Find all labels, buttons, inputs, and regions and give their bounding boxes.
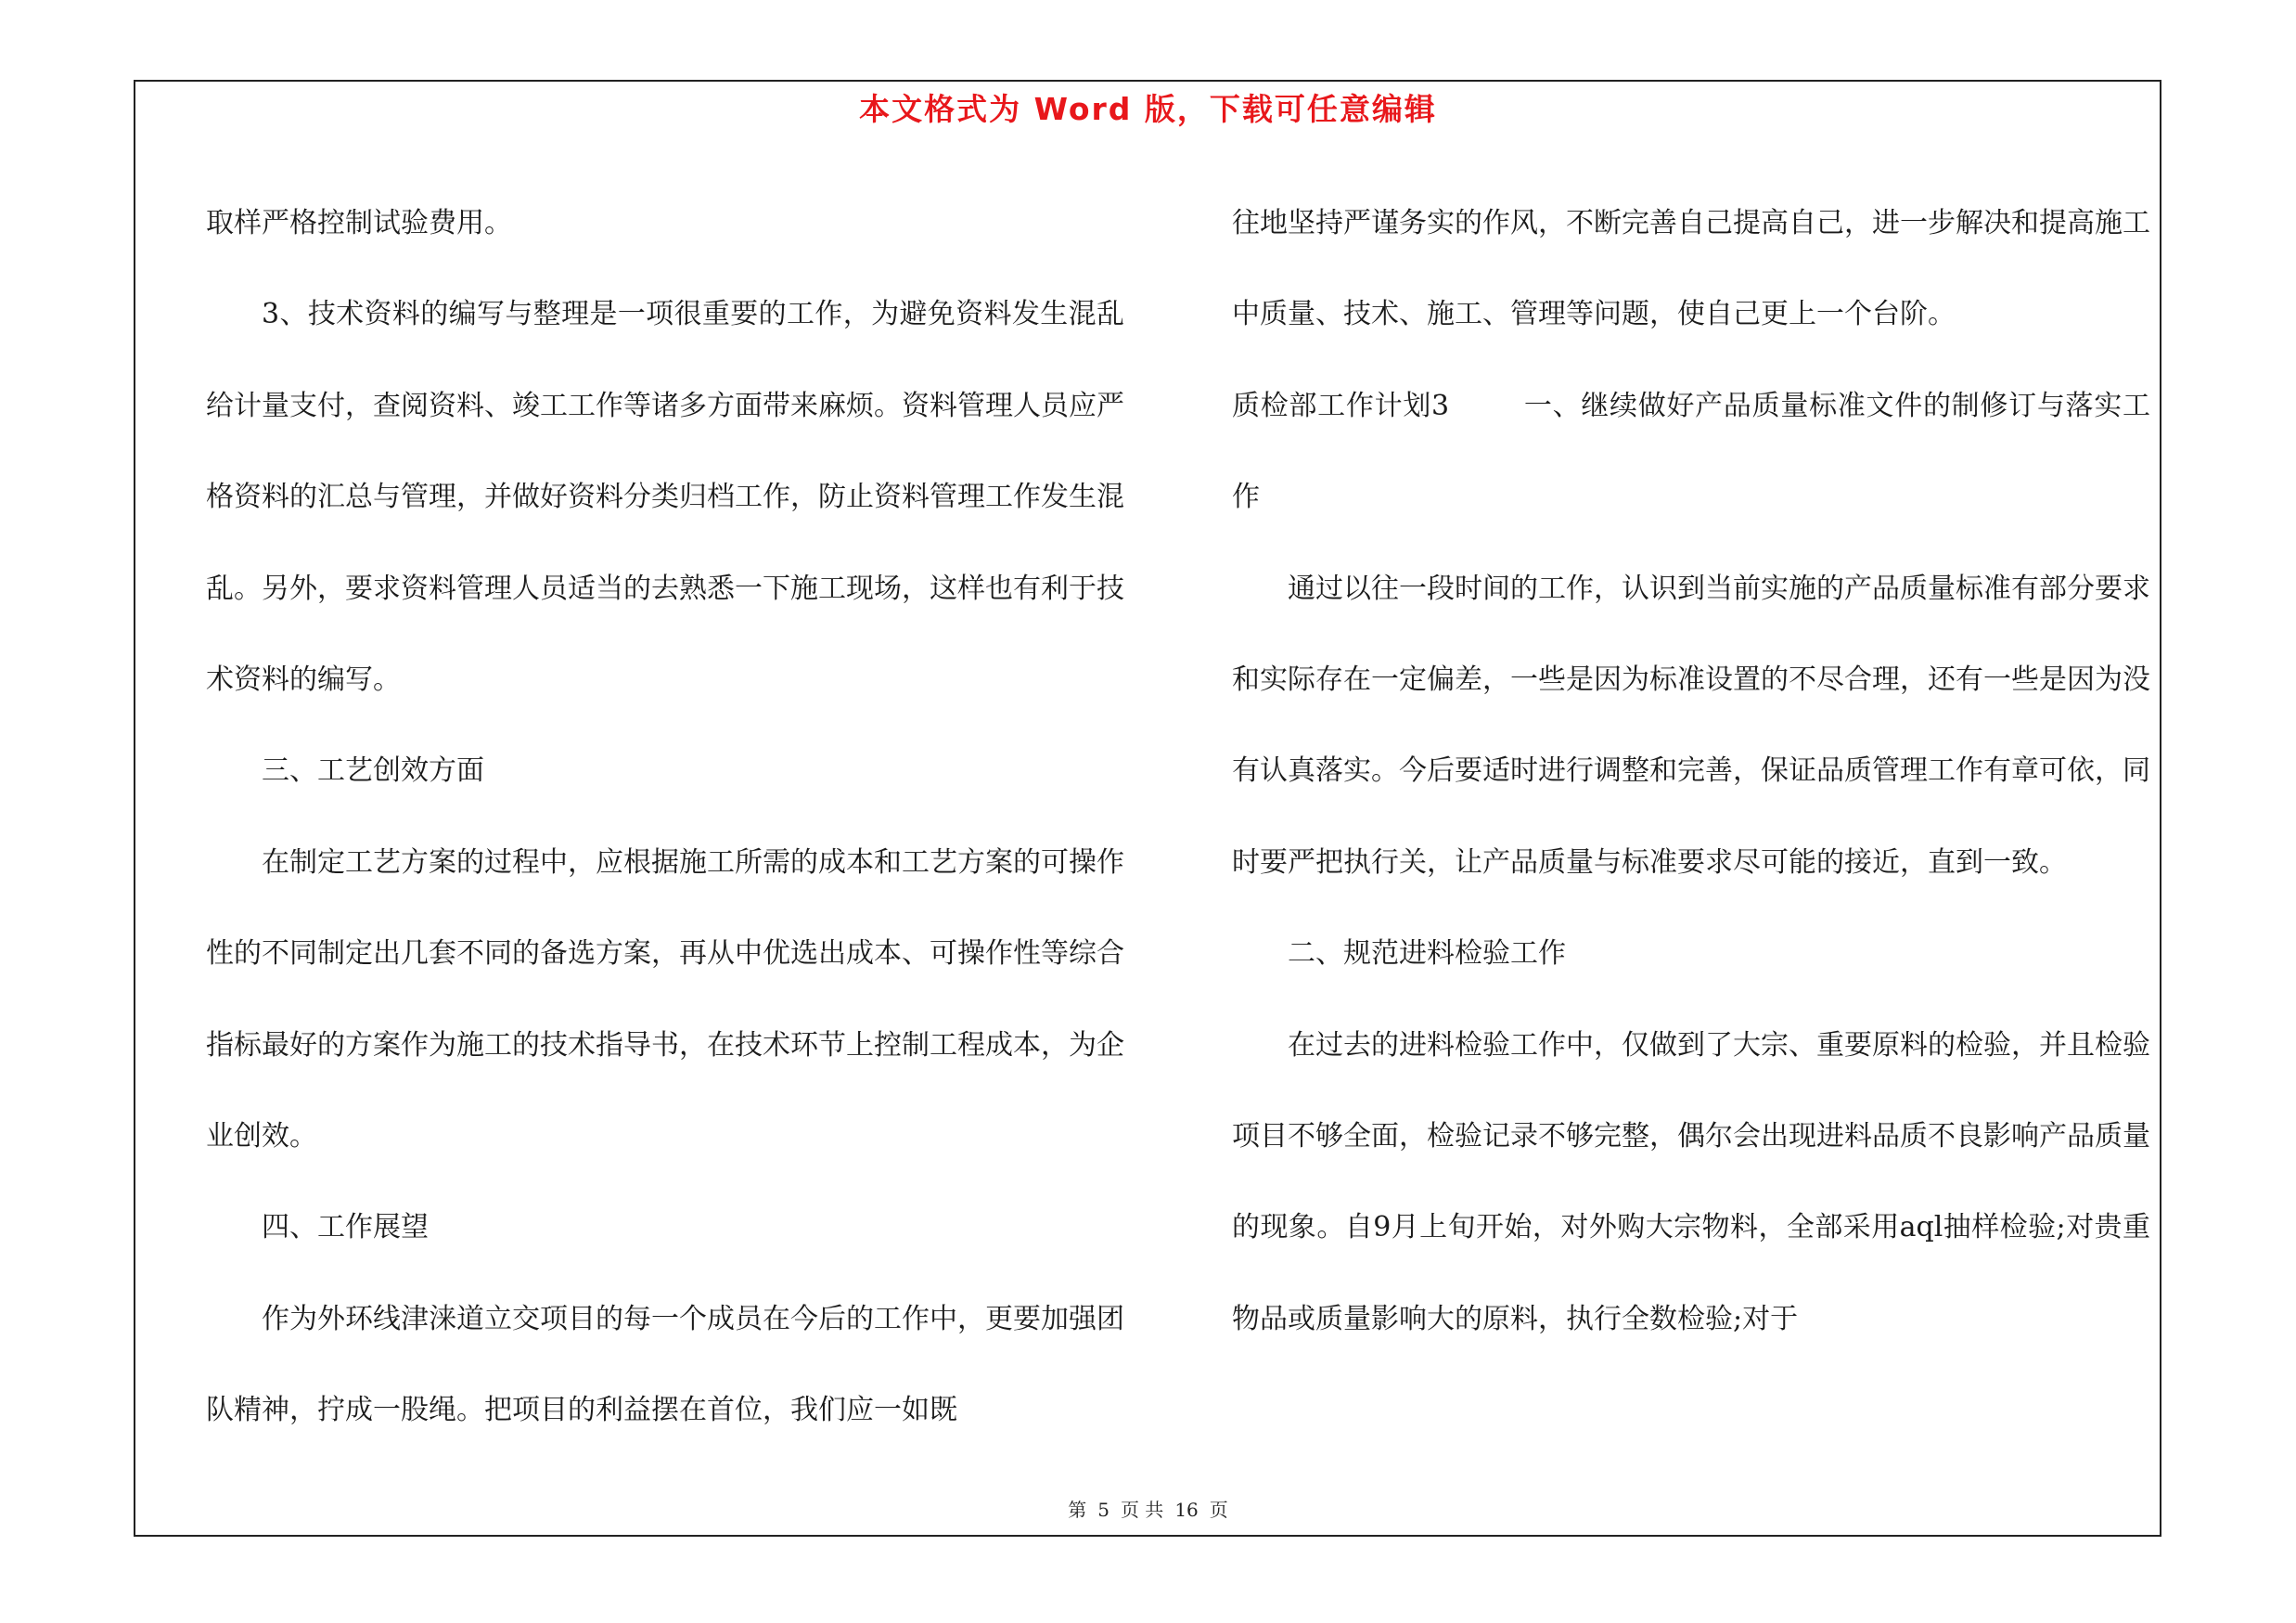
paragraph: 取样严格控制试验费用。 — [206, 207, 512, 239]
format-notice-banner: 本文格式为 Word 版，下载可任意编辑 — [859, 91, 1437, 127]
plan-title: 质检部工作计划3 — [1232, 389, 1450, 422]
paragraph: 作为外环线津涞道立交项目的每一个成员在今后的工作中，更要加强团队精神，拧成一股绳。把项目的利益摆在首位，我们应一如既 — [206, 1302, 1124, 1427]
page-number-footer — [0, 1496, 2296, 1524]
right-text-column — [1232, 178, 2150, 1365]
page-label-suffix: 页 — [1209, 1499, 1228, 1521]
left-text-column — [206, 178, 1124, 1457]
paragraph: 在过去的进料检验工作中，仅做到了大宗、重要原料的检验，并且检验项目不够全面，检验记录不够完整，偶尔会出现进料品质不良影响产品质量的现象。自9月上旬开始，对外购大宗物料，全部采用aql抽样检验;对贵重物品或质量影响大的原料，执行全数检验;对于 — [1232, 1028, 2150, 1335]
page-label-prefix: 第 — [1068, 1499, 1087, 1521]
section-heading: 二、规范进料检验工作 — [1288, 937, 1566, 971]
section-heading: 四、工作展望 — [262, 1211, 429, 1244]
section-heading: 一、继续做好产品质量标准文件的制修订与落实工作 — [1232, 389, 2150, 514]
page-label-mid: 页 共 — [1120, 1499, 1164, 1521]
paragraph: 通过以往一段时间的工作，认识到当前实施的产品质量标准有部分要求和实际存在一定偏差，一些是因为标准设置的不尽合理，还有一些是因为没有认真落实。今后要适时进行调整和完善，保证品质管理工作有章可依，同时要严把执行关，让产品质量与标准要求尽可能的接近，直到一致。 — [1232, 572, 2150, 879]
total-pages-number: 16 — [1174, 1499, 1199, 1521]
section-heading-line — [1232, 361, 2150, 544]
paragraph: 3、技术资料的编写与整理是一项很重要的工作，为避免资料发生混乱给计量支付，查阅资料、竣工工作等诸多方面带来麻烦。资料管理人员应严格资料的汇总与管理，并做好资料分类归档工作，防止资料管理工作发生混乱。另外，要求资料管理人员适当的去熟悉一下施工现场，这样也有利于技术资料的编写。 — [206, 298, 1124, 697]
paragraph: 往地坚持严谨务实的作风，不断完善自己提高自己，进一步解决和提高施工中质量、技术、施工、管理等问题，使自己更上一个台阶。 — [1232, 207, 2150, 331]
paragraph: 在制定工艺方案的过程中，应根据施工所需的成本和工艺方案的可操作性的不同制定出几套不同的备选方案，再从中优选出成本、可操作性等综合指标最好的方案作为施工的技术指导书，在技术环节上控制工程成本，为企业创效。 — [206, 845, 1124, 1153]
current-page-number: 5 — [1097, 1499, 1110, 1521]
section-heading: 三、工艺创效方面 — [262, 754, 484, 788]
